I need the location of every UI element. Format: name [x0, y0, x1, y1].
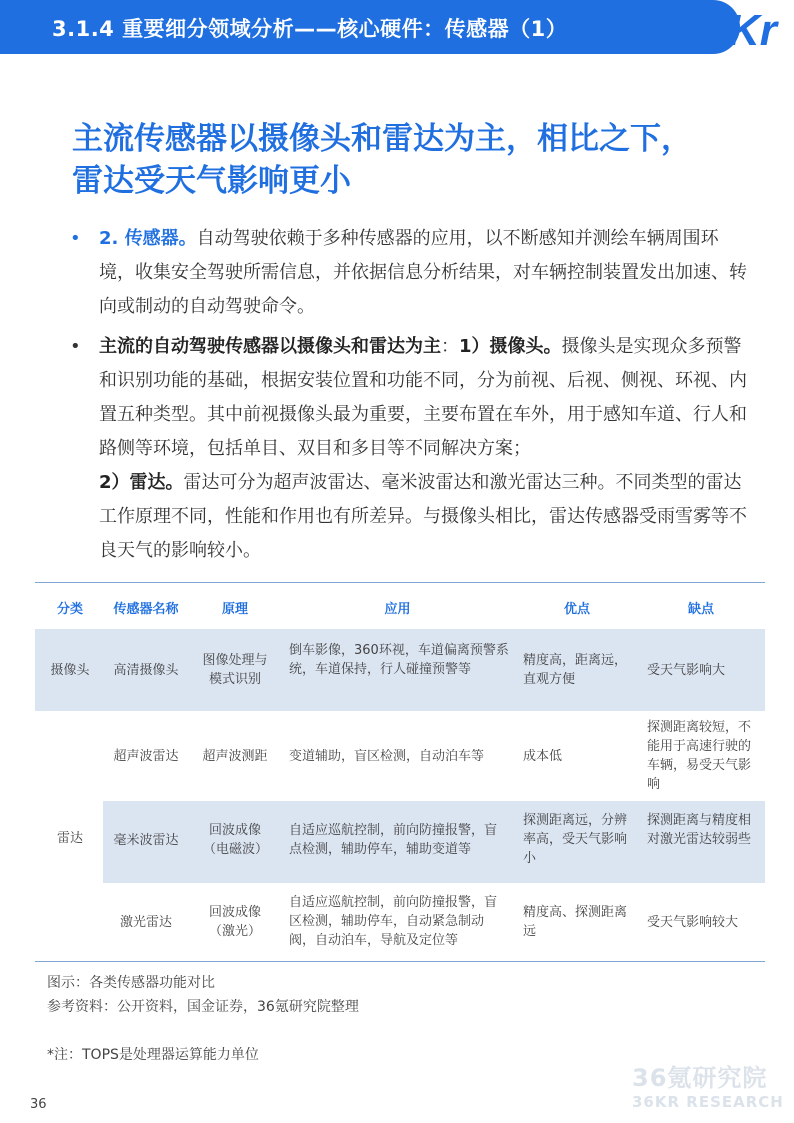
cell-category-radar: 雷达	[56, 831, 83, 846]
camera-text: 摄像头是实现众多预警和识别功能的基础，根据安装位置和功能不同，分为前视、后视、侧视、环视、内置五种类型。其中前视摄像头最为重要，主要布置在车外，用于感知车道、行人和路侧等环境，包括单目、双目和多目等不同解决方案；	[99, 336, 747, 459]
cell-pros: 探测距离远，分辨率高，受天气影响小	[523, 813, 628, 866]
page-number: 36	[30, 1097, 47, 1112]
cell-principle: 图像处理与模式识别	[202, 653, 268, 687]
bullet-sensors	[70, 222, 750, 324]
header-category: 分类	[56, 602, 83, 617]
cell-principle: 回波成像（电磁波）	[203, 823, 269, 857]
header-principle: 原理	[221, 602, 248, 617]
cell-cons: 受天气影响较大	[647, 915, 739, 930]
cell-application: 自适应巡航控制，前向防撞报警，盲点检测，辅助停车，辅助变道等	[289, 823, 498, 857]
cell-principle: 超声波测距	[202, 749, 268, 764]
footnote: *注：TOPS是处理器运算能力单位	[47, 1047, 259, 1063]
bullet-colon: ：	[441, 336, 459, 357]
cell-application: 变道辅助，盲区检测，自动泊车等	[289, 749, 485, 764]
header-bar	[0, 0, 740, 54]
figure-caption: 图示：各类传感器功能对比	[47, 975, 215, 991]
radar-text: 雷达可分为超声波雷达、毫米波雷达和激光雷达三种。不同类型的雷达工作原理不同，性能和作用也有所差异。与摄像头相比，雷达传感器受雨雪雾等不良天气的影响较小。	[99, 472, 747, 561]
headline-line-1: 主流传感器以摄像头和雷达为主，相比之下，	[72, 121, 692, 157]
watermark-cn: 36氪研究院	[632, 1064, 768, 1092]
cell-sensor-name: 高清摄像头	[113, 663, 179, 678]
cell-cons: 探测距离与精度相对激光雷达较弱些	[647, 813, 752, 847]
bullet-lead: 主流的自动驾驶传感器以摄像头和雷达为主	[99, 336, 441, 357]
table-header-row	[35, 583, 765, 630]
cell-cons: 受天气影响大	[647, 663, 726, 678]
sensor-comparison-table	[35, 582, 765, 962]
cell-pros: 成本低	[523, 749, 563, 764]
header-sensor-name: 传感器名称	[113, 602, 179, 617]
bullet-text	[99, 330, 750, 568]
bullet-lead: 2. 传感器。	[99, 228, 197, 249]
logo-letters: Kr	[728, 6, 777, 55]
bullet-body: 自动驾驶依赖于多种传感器的应用，以不断感知并测绘车辆周围环境，收集安全驾驶所需信息，并依据信息分析结果，对车辆控制装置发出加速、转向或制动的自动驾驶命令。	[99, 228, 747, 317]
headline-line-2: 雷达受天气影响更小	[72, 163, 351, 199]
radar-label: 2）雷达。	[99, 472, 184, 493]
header-pros: 优点	[563, 602, 590, 617]
cell-cons: 探测距离较短，不能用于高速行驶的车辆，易受天气影响	[647, 720, 752, 792]
bullet-marker: •	[70, 228, 81, 249]
header-application: 应用	[384, 602, 411, 617]
bullet-marker: •	[70, 336, 81, 357]
logo-number: 36	[692, 4, 721, 34]
cell-sensor-name: 毫米波雷达	[113, 833, 179, 848]
bullet-text	[99, 222, 750, 324]
36kr-logo	[692, 2, 794, 54]
cell-application: 自适应巡航控制，前向防撞报警，盲区检测，辅助停车，自动紧急制动阀，自动泊车，导航及定位等	[289, 895, 498, 948]
camera-label: 1）摄像头。	[459, 336, 562, 357]
cell-category: 摄像头	[50, 663, 90, 678]
header-cons: 缺点	[687, 602, 714, 617]
cell-sensor-name: 激光雷达	[119, 915, 172, 930]
watermark-en: 36KR RESEARCH	[632, 1093, 784, 1111]
cell-pros: 精度高、探测距离远	[523, 905, 628, 939]
cell-application: 倒车影像，360环视，车道偏离预警系统，车道保持，行人碰撞预警等	[289, 643, 509, 677]
cell-pros: 精度高，距离远，直观方便	[523, 653, 628, 687]
cell-sensor-name: 超声波雷达	[113, 749, 179, 764]
cell-principle: 回波成像（激光）	[208, 905, 261, 939]
source-caption: 参考资料：公开资料，国金证券，36氪研究院整理	[47, 999, 359, 1015]
bullet-mainstream-sensors	[70, 330, 750, 568]
36kr-research-watermark	[632, 1058, 784, 1111]
page-headline	[72, 118, 752, 202]
section-title: 3.1.4 重要细分领域分析——核心硬件：传感器（1）	[52, 17, 568, 41]
